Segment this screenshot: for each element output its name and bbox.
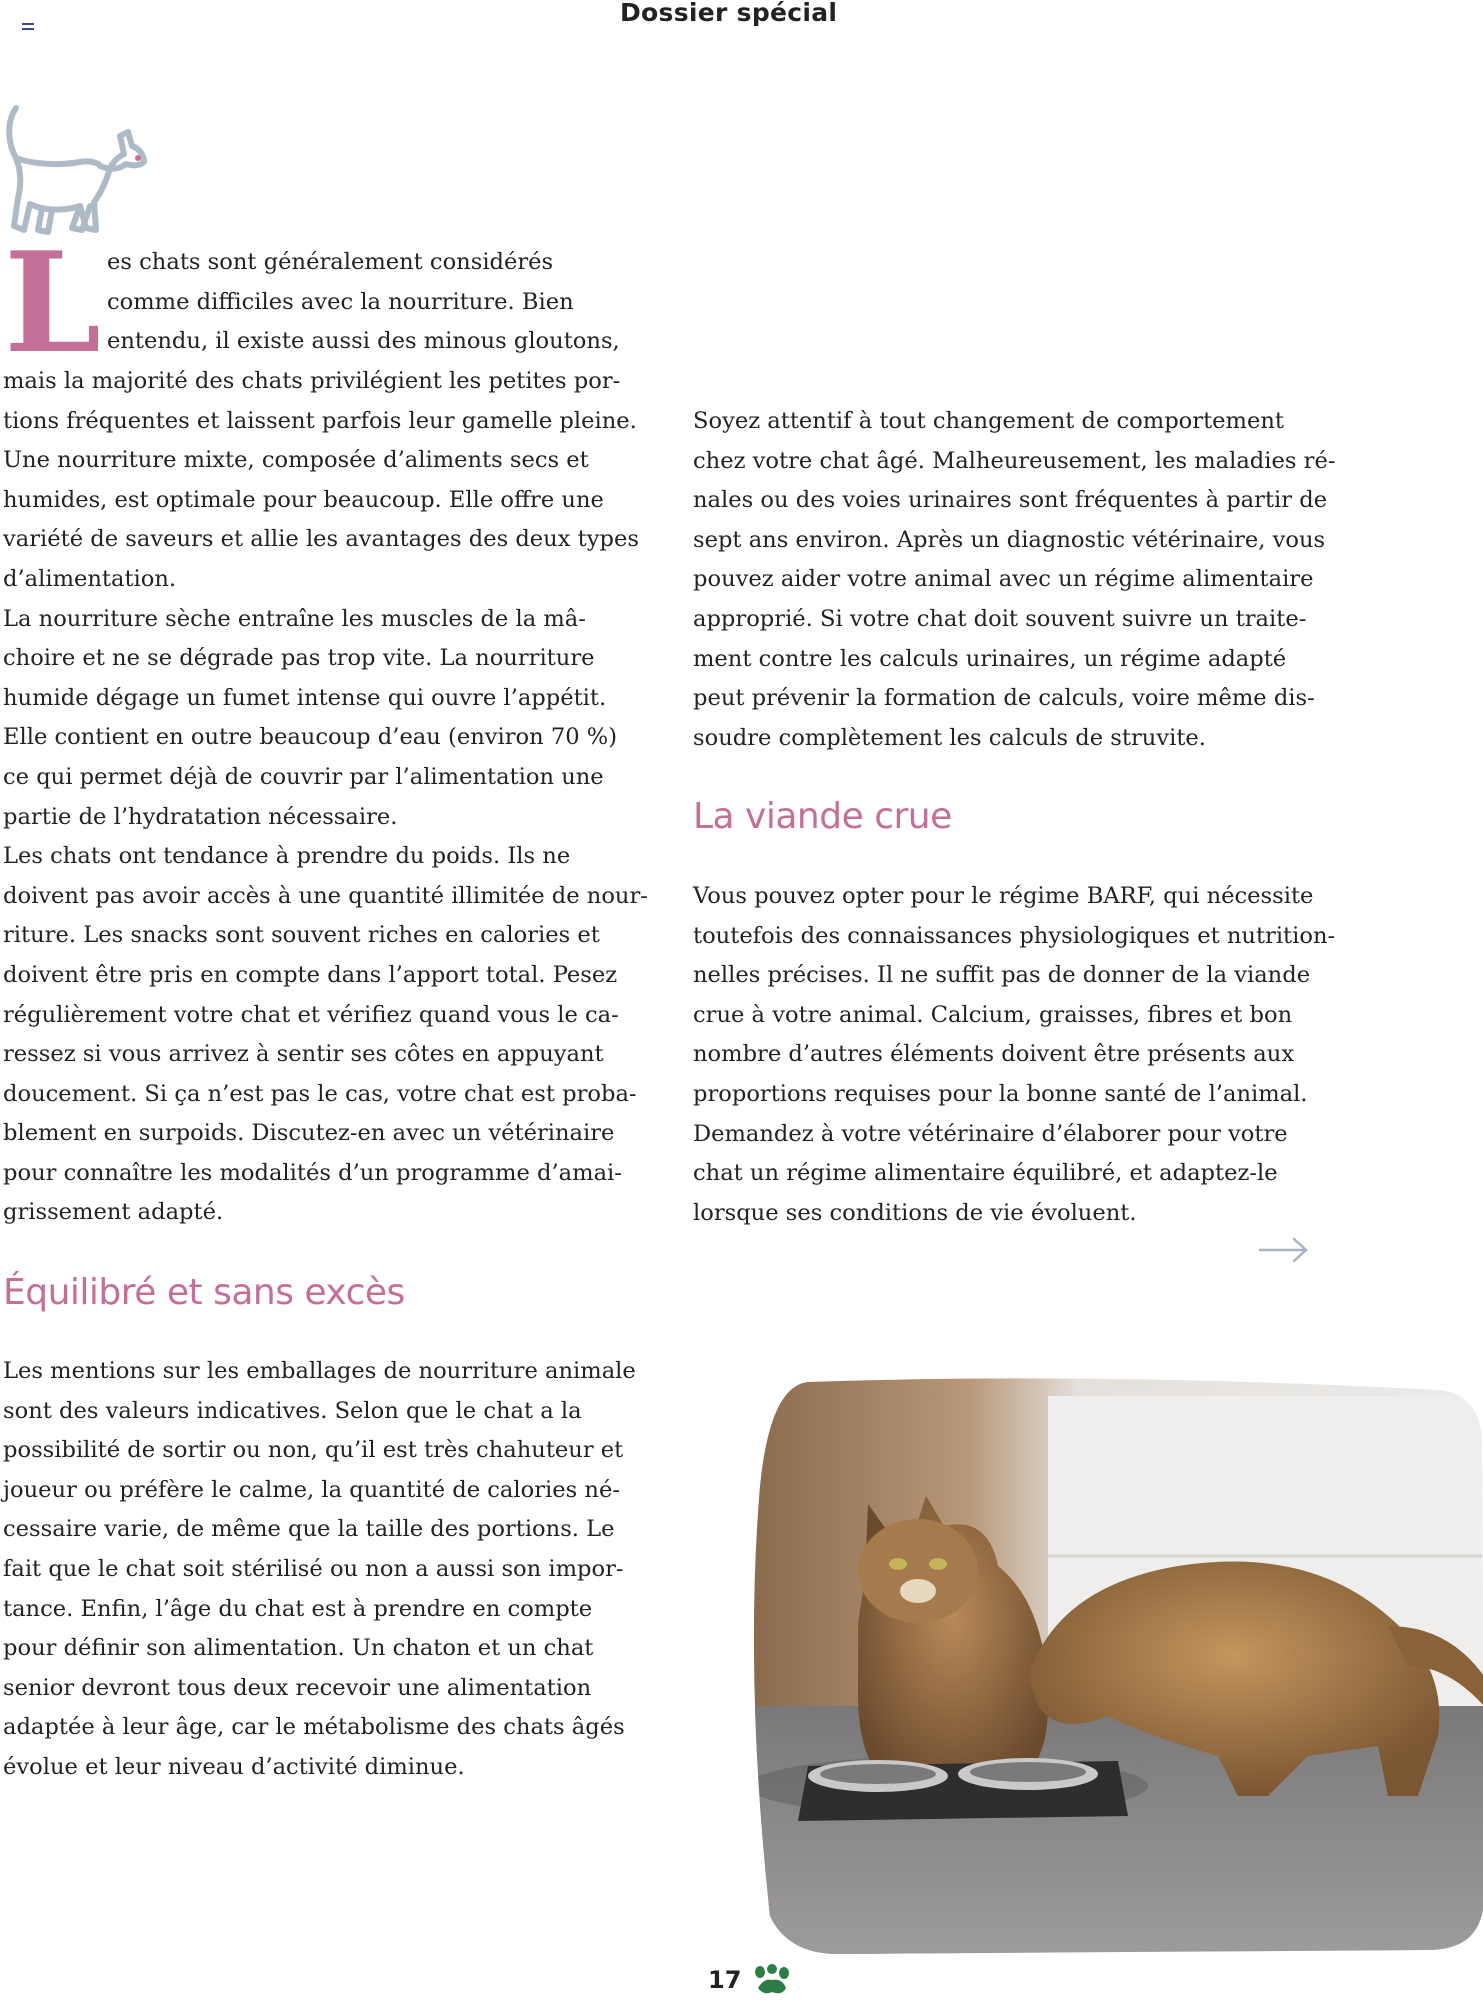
intro-line: mais la majorité des chats privilégient les petites por- [3,368,621,394]
intro-line: grissement adapté. [3,1199,224,1226]
paragraph-line: senior devront tous deux recevoir une alimentation [3,1674,592,1701]
paragraph-line: évolue et leur niveau d’activité diminue. [3,1753,465,1780]
paragraph-line: cessaire varie, de même que la taille des portions. Le [3,1516,615,1543]
section-heading-viande: La viande crue [693,796,952,837]
intro-line: ressez si vous arrivez à sentir ses côtes en appuyant [3,1041,604,1068]
intro-line: tions fréquentes et laissent parfois leur gamelle pleine. [3,407,637,434]
intro-text-first [107,243,620,362]
paragraph-line: nombre d’autres éléments doivent être présents aux [693,1041,1295,1068]
paragraph-line: chat un régime alimentaire équilibré, et adaptez-le [693,1160,1278,1187]
section-heading-equilibre: Équilibré et sans excès [3,1272,405,1313]
intro-line: doivent pas avoir accès à une quantité illimitée de nour- [3,882,648,909]
page-header-title: Dossier spécial [620,0,838,27]
intro-line: choire et ne se dégrade pas trop vite. La nourriture [3,645,595,672]
paragraph-line: Demandez à votre vétérinaire d’élaborer pour votre [693,1120,1288,1147]
intro-line: La nourriture sèche entraîne les muscles de la mâ- [3,605,586,632]
intro-line: Elle contient en outre beaucoup d’eau (environ 70 %) [3,724,618,751]
intro-text-body [3,362,648,1233]
intro-line: humides, est optimale pour beaucoup. Elle offre une [3,486,604,513]
paragraph-line: adaptée à leur âge, car le métabolisme des chats âgés [3,1714,625,1741]
paragraph-line: pouvez aider votre animal avec un régime alimentaire [693,566,1314,593]
paw-logo-icon [752,1964,792,1998]
page-number: 17 [708,1966,742,1994]
paragraph-line: Soyez attentif à tout changement de comportement [693,408,1284,434]
cat-outline-icon [2,102,148,235]
paragraph-line: ment contre les calculs urinaires, un régime adapté [693,645,1287,672]
paragraph-line: possibilité de sortir ou non, qu’il est très chahuteur et [3,1437,624,1464]
drop-cap: L [4,221,102,384]
intro-line: es chats sont généralement considérés [107,249,554,275]
intro-line: régulièrement votre chat et vérifiez quand vous le ca- [3,1001,619,1028]
paragraph-line: sont des valeurs indicatives. Selon que le chat a la [3,1397,582,1424]
cats-eating-photo [748,1376,1483,1956]
paragraph-line: chez votre chat âgé. Malheureusement, les maladies ré- [693,447,1336,474]
arrow-right-icon[interactable] [1258,1236,1310,1264]
intro-line: ce qui permet déjà de couvrir par l’alimentation une [3,763,604,790]
menu-icon [22,22,34,32]
paragraph-line: Les mentions sur les emballages de nourriture animale [3,1358,636,1384]
paragraph-line: nales ou des voies urinaires sont fréquentes à partir de [693,487,1328,514]
paragraph-line: toutefois des connaissances physiologiques et nutrition- [693,922,1336,949]
paragraph-line: Vous pouvez opter pour le régime BARF, qui nécessite [693,883,1314,909]
paragraph-line: tance. Enfin, l’âge du chat est à prendre en compte [3,1595,593,1622]
paragraph-line: soudre complètement les calculs de struvite. [693,724,1206,751]
paragraph-line: joueur ou préfère le calme, la quantité de calories né- [3,1476,620,1503]
intro-line: variété de saveurs et allie les avantages des deux types [3,526,639,553]
intro-line: entendu, il existe aussi des minous gloutons, [107,328,620,355]
intro-line: pour connaître les modalités d’un programme d’amai- [3,1159,622,1186]
intro-line: humide dégage un fumet intense qui ouvre l’appétit. [3,684,607,711]
paragraph-line: pour définir son alimentation. Un chaton et un chat [3,1635,594,1662]
paragraph-line: crue à votre animal. Calcium, graisses, fibres et bon [693,1001,1293,1028]
section-equilibre-text [3,1352,636,1788]
paragraph-line: sept ans environ. Après un diagnostic vétérinaire, vous [693,526,1326,553]
intro-line: Une nourriture mixte, composée d’aliments secs et [3,447,589,474]
paragraph-line: fait que le chat soit stérilisé ou non a aussi son impor- [3,1555,624,1582]
intro-line: blement en surpoids. Discutez-en avec un vétérinaire [3,1120,615,1147]
intro-line: comme difficiles avec la nourriture. Bien [107,288,574,315]
intro-line: doucement. Si ça n’est pas le cas, votre chat est proba- [3,1080,637,1107]
right-column-text [693,402,1335,758]
intro-line: doivent être pris en compte dans l’apport total. Pesez [3,961,618,988]
paragraph-line: lorsque ses conditions de vie évoluent. [693,1199,1137,1226]
section-viande-text [693,877,1335,1233]
paragraph-line: nelles précises. Il ne suffit pas de donner de la viande [693,962,1311,989]
intro-line: riture. Les snacks sont souvent riches en calories et [3,922,600,949]
paragraph-line: approprié. Si votre chat doit souvent suivre un traite- [693,605,1307,632]
intro-line: partie de l’hydratation nécessaire. [3,803,398,830]
intro-line: Les chats ont tendance à prendre du poids. Ils ne [3,843,571,870]
paragraph-line: peut prévenir la formation de calculs, voire même dis- [693,685,1315,712]
intro-line: d’alimentation. [3,565,177,592]
paragraph-line: proportions requises pour la bonne santé de l’animal. [693,1080,1308,1107]
